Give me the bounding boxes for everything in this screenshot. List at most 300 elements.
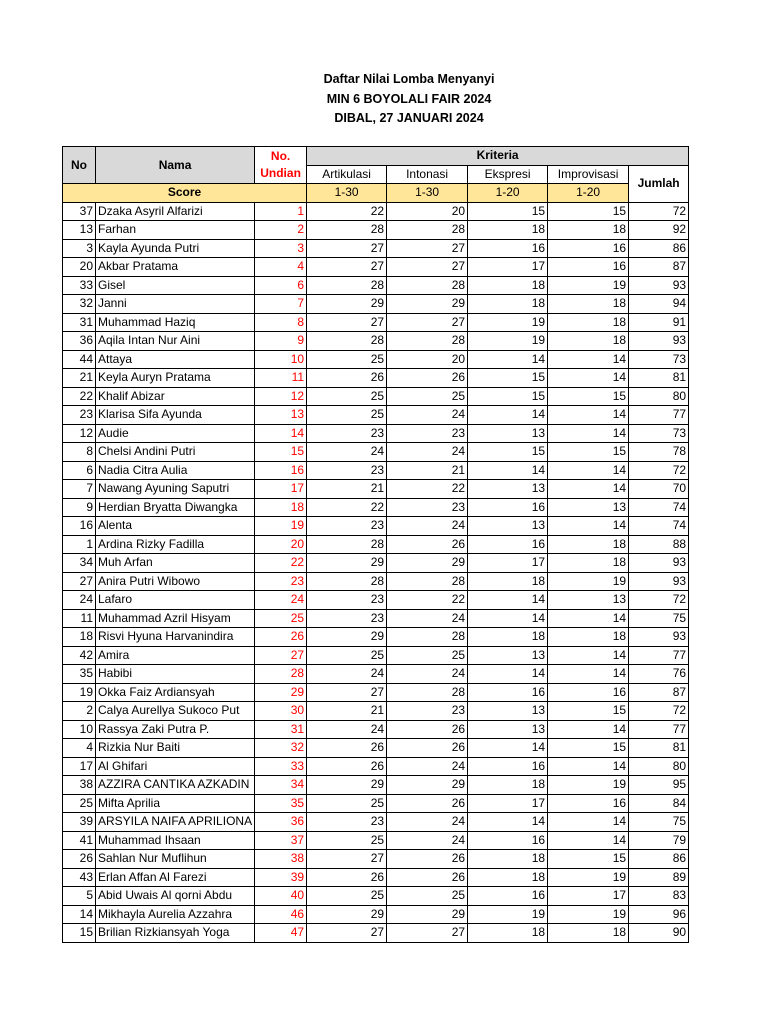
cell-improvisasi: 15 (548, 443, 629, 462)
cell-jumlah: 90 (629, 924, 689, 943)
cell-intonasi: 24 (387, 757, 468, 776)
cell-intonasi: 23 (387, 702, 468, 721)
cell-ekspresi: 15 (468, 202, 548, 221)
cell-improvisasi: 16 (548, 239, 629, 258)
cell-nama: Herdian Bryatta Diwangka (96, 498, 255, 517)
cell-undian: 9 (255, 332, 307, 351)
cell-improvisasi: 18 (548, 924, 629, 943)
cell-intonasi: 27 (387, 239, 468, 258)
cell-artikulasi: 25 (307, 887, 387, 906)
cell-no: 11 (63, 609, 96, 628)
table-row (63, 406, 689, 425)
cell-nama: Anira Putri Wibowo (96, 572, 255, 591)
cell-undian: 25 (255, 609, 307, 628)
header-undian-line2: Undian (260, 166, 301, 180)
cell-no: 22 (63, 387, 96, 406)
table-row (63, 202, 689, 221)
cell-jumlah: 88 (629, 535, 689, 554)
cell-improvisasi: 14 (548, 831, 629, 850)
cell-undian: 6 (255, 276, 307, 295)
cell-intonasi: 26 (387, 850, 468, 869)
cell-artikulasi: 25 (307, 831, 387, 850)
cell-intonasi: 29 (387, 905, 468, 924)
table-row (63, 480, 689, 499)
cell-undian: 27 (255, 646, 307, 665)
cell-jumlah: 72 (629, 702, 689, 721)
cell-nama: Nadia Citra Aulia (96, 461, 255, 480)
header-jumlah: Jumlah (629, 165, 689, 202)
table-row (63, 295, 689, 314)
cell-ekspresi: 13 (468, 424, 548, 443)
cell-improvisasi: 18 (548, 554, 629, 573)
cell-jumlah: 74 (629, 498, 689, 517)
cell-improvisasi: 18 (548, 295, 629, 314)
cell-nama: AZZIRA CANTIKA AZKADIN (96, 776, 255, 795)
header-undian-line1: No. (270, 149, 291, 163)
cell-no: 14 (63, 905, 96, 924)
cell-artikulasi: 22 (307, 498, 387, 517)
cell-improvisasi: 18 (548, 221, 629, 240)
cell-no: 27 (63, 572, 96, 591)
cell-no: 13 (63, 221, 96, 240)
cell-no: 37 (63, 202, 96, 221)
cell-artikulasi: 24 (307, 443, 387, 462)
cell-undian: 39 (255, 868, 307, 887)
cell-improvisasi: 14 (548, 665, 629, 684)
cell-ekspresi: 18 (468, 572, 548, 591)
cell-artikulasi: 27 (307, 239, 387, 258)
cell-nama: Okka Faiz Ardiansyah (96, 683, 255, 702)
cell-nama: Aqila Intan Nur Aini (96, 332, 255, 351)
cell-improvisasi: 15 (548, 739, 629, 758)
cell-artikulasi: 27 (307, 683, 387, 702)
cell-no: 23 (63, 406, 96, 425)
cell-undian: 29 (255, 683, 307, 702)
cell-undian: 40 (255, 887, 307, 906)
cell-artikulasi: 24 (307, 665, 387, 684)
header-improvisasi: Improvisasi (548, 165, 629, 184)
cell-artikulasi: 25 (307, 387, 387, 406)
table-row (63, 776, 689, 795)
table-row (63, 924, 689, 943)
title-line-1: Daftar Nilai Lomba Menyanyi (323, 72, 495, 86)
cell-no: 7 (63, 480, 96, 499)
table-row (63, 517, 689, 536)
cell-undian: 37 (255, 831, 307, 850)
header-kriteria: Kriteria (307, 147, 689, 166)
cell-undian: 19 (255, 517, 307, 536)
cell-jumlah: 77 (629, 720, 689, 739)
cell-intonasi: 24 (387, 665, 468, 684)
cell-ekspresi: 18 (468, 924, 548, 943)
cell-no: 42 (63, 646, 96, 665)
cell-ekspresi: 15 (468, 443, 548, 462)
cell-undian: 33 (255, 757, 307, 776)
cell-intonasi: 26 (387, 720, 468, 739)
cell-no: 18 (63, 628, 96, 647)
cell-undian: 24 (255, 591, 307, 610)
cell-undian: 38 (255, 850, 307, 869)
table-row (63, 850, 689, 869)
cell-undian: 34 (255, 776, 307, 795)
cell-ekspresi: 16 (468, 498, 548, 517)
cell-no: 17 (63, 757, 96, 776)
cell-ekspresi: 15 (468, 387, 548, 406)
cell-artikulasi: 22 (307, 202, 387, 221)
cell-artikulasi: 27 (307, 258, 387, 277)
cell-nama: Mikhayla Aurelia Azzahra (96, 905, 255, 924)
cell-intonasi: 28 (387, 276, 468, 295)
cell-nama: Amira (96, 646, 255, 665)
cell-improvisasi: 14 (548, 406, 629, 425)
cell-undian: 35 (255, 794, 307, 813)
cell-no: 43 (63, 868, 96, 887)
cell-nama: Kayla Ayunda Putri (96, 239, 255, 258)
table-row (63, 535, 689, 554)
cell-ekspresi: 16 (468, 757, 548, 776)
cell-ekspresi: 14 (468, 350, 548, 369)
cell-improvisasi: 14 (548, 646, 629, 665)
cell-artikulasi: 26 (307, 757, 387, 776)
cell-intonasi: 24 (387, 609, 468, 628)
cell-undian: 10 (255, 350, 307, 369)
cell-jumlah: 70 (629, 480, 689, 499)
cell-nama: Audie (96, 424, 255, 443)
range-improvisasi: 1-20 (548, 184, 629, 203)
cell-artikulasi: 28 (307, 535, 387, 554)
cell-artikulasi: 25 (307, 646, 387, 665)
cell-artikulasi: 23 (307, 461, 387, 480)
table-row (63, 868, 689, 887)
cell-improvisasi: 19 (548, 572, 629, 591)
cell-intonasi: 28 (387, 628, 468, 647)
cell-artikulasi: 21 (307, 480, 387, 499)
cell-ekspresi: 14 (468, 406, 548, 425)
header-intonasi: Intonasi (387, 165, 468, 184)
cell-ekspresi: 14 (468, 665, 548, 684)
cell-nama: Muhammad Azril Hisyam (96, 609, 255, 628)
table-row (63, 609, 689, 628)
cell-jumlah: 93 (629, 628, 689, 647)
cell-jumlah: 73 (629, 424, 689, 443)
cell-nama: Alenta (96, 517, 255, 536)
cell-ekspresi: 14 (468, 591, 548, 610)
cell-intonasi: 24 (387, 813, 468, 832)
cell-undian: 2 (255, 221, 307, 240)
cell-undian: 12 (255, 387, 307, 406)
cell-no: 6 (63, 461, 96, 480)
cell-nama: Rassya Zaki Putra P. (96, 720, 255, 739)
cell-intonasi: 29 (387, 554, 468, 573)
cell-ekspresi: 18 (468, 628, 548, 647)
cell-intonasi: 26 (387, 369, 468, 388)
cell-artikulasi: 23 (307, 517, 387, 536)
cell-artikulasi: 28 (307, 332, 387, 351)
cell-artikulasi: 21 (307, 702, 387, 721)
cell-artikulasi: 28 (307, 221, 387, 240)
cell-ekspresi: 13 (468, 720, 548, 739)
cell-improvisasi: 14 (548, 813, 629, 832)
cell-artikulasi: 27 (307, 924, 387, 943)
cell-undian: 26 (255, 628, 307, 647)
cell-nama: Al Ghifari (96, 757, 255, 776)
range-artikulasi: 1-30 (307, 184, 387, 203)
cell-jumlah: 93 (629, 332, 689, 351)
cell-undian: 16 (255, 461, 307, 480)
table-row (63, 665, 689, 684)
cell-jumlah: 95 (629, 776, 689, 795)
cell-undian: 11 (255, 369, 307, 388)
table-row (63, 683, 689, 702)
cell-jumlah: 72 (629, 591, 689, 610)
cell-jumlah: 80 (629, 757, 689, 776)
cell-undian: 36 (255, 813, 307, 832)
cell-jumlah: 81 (629, 369, 689, 388)
cell-undian: 31 (255, 720, 307, 739)
cell-nama: Nawang Ayuning Saputri (96, 480, 255, 499)
cell-improvisasi: 19 (548, 905, 629, 924)
table-row (63, 239, 689, 258)
cell-improvisasi: 14 (548, 609, 629, 628)
cell-ekspresi: 18 (468, 295, 548, 314)
cell-improvisasi: 19 (548, 776, 629, 795)
cell-ekspresi: 18 (468, 221, 548, 240)
cell-artikulasi: 26 (307, 868, 387, 887)
cell-jumlah: 77 (629, 406, 689, 425)
cell-improvisasi: 14 (548, 350, 629, 369)
cell-intonasi: 27 (387, 924, 468, 943)
cell-jumlah: 77 (629, 646, 689, 665)
cell-improvisasi: 15 (548, 850, 629, 869)
cell-ekspresi: 13 (468, 702, 548, 721)
cell-intonasi: 25 (387, 646, 468, 665)
cell-improvisasi: 14 (548, 424, 629, 443)
cell-jumlah: 78 (629, 443, 689, 462)
cell-nama: Mifta Aprilia (96, 794, 255, 813)
cell-undian: 7 (255, 295, 307, 314)
cell-jumlah: 79 (629, 831, 689, 850)
cell-intonasi: 25 (387, 887, 468, 906)
cell-intonasi: 28 (387, 572, 468, 591)
cell-intonasi: 23 (387, 424, 468, 443)
cell-artikulasi: 26 (307, 739, 387, 758)
cell-intonasi: 24 (387, 406, 468, 425)
cell-artikulasi: 29 (307, 628, 387, 647)
cell-artikulasi: 28 (307, 572, 387, 591)
cell-ekspresi: 18 (468, 776, 548, 795)
cell-nama: Keyla Auryn Pratama (96, 369, 255, 388)
cell-nama: Muhammad Ihsaan (96, 831, 255, 850)
table-row (63, 591, 689, 610)
cell-undian: 3 (255, 239, 307, 258)
cell-artikulasi: 23 (307, 609, 387, 628)
cell-no: 19 (63, 683, 96, 702)
cell-artikulasi: 25 (307, 406, 387, 425)
header-row-1 (63, 147, 689, 166)
cell-no: 21 (63, 369, 96, 388)
cell-undian: 15 (255, 443, 307, 462)
cell-intonasi: 26 (387, 794, 468, 813)
cell-intonasi: 26 (387, 739, 468, 758)
cell-artikulasi: 25 (307, 794, 387, 813)
cell-jumlah: 89 (629, 868, 689, 887)
cell-improvisasi: 14 (548, 369, 629, 388)
cell-ekspresi: 13 (468, 646, 548, 665)
cell-intonasi: 21 (387, 461, 468, 480)
cell-nama: Habibi (96, 665, 255, 684)
cell-improvisasi: 17 (548, 887, 629, 906)
cell-improvisasi: 14 (548, 720, 629, 739)
cell-no: 34 (63, 554, 96, 573)
cell-nama: Gisel (96, 276, 255, 295)
cell-no: 41 (63, 831, 96, 850)
cell-improvisasi: 14 (548, 461, 629, 480)
cell-jumlah: 93 (629, 554, 689, 573)
cell-nama: Ardina Rizky Fadilla (96, 535, 255, 554)
cell-undian: 47 (255, 924, 307, 943)
cell-no: 24 (63, 591, 96, 610)
cell-nama: Calya Aurellya Sukoco Put (96, 702, 255, 721)
header-undian (255, 147, 307, 184)
cell-intonasi: 26 (387, 868, 468, 887)
cell-no: 1 (63, 535, 96, 554)
cell-nama: Sahlan Nur Muflihun (96, 850, 255, 869)
table-row (63, 739, 689, 758)
cell-intonasi: 29 (387, 295, 468, 314)
cell-no: 9 (63, 498, 96, 517)
cell-jumlah: 84 (629, 794, 689, 813)
header-nama: Nama (96, 147, 255, 184)
title-line-3: DIBAL, 27 JANUARI 2024 (334, 111, 484, 125)
cell-undian: 13 (255, 406, 307, 425)
cell-artikulasi: 29 (307, 554, 387, 573)
cell-intonasi: 26 (387, 535, 468, 554)
cell-improvisasi: 18 (548, 313, 629, 332)
table-row (63, 424, 689, 443)
cell-intonasi: 24 (387, 517, 468, 536)
cell-jumlah: 83 (629, 887, 689, 906)
cell-nama: Janni (96, 295, 255, 314)
cell-undian: 4 (255, 258, 307, 277)
cell-undian: 1 (255, 202, 307, 221)
cell-ekspresi: 14 (468, 813, 548, 832)
cell-artikulasi: 25 (307, 350, 387, 369)
cell-jumlah: 75 (629, 609, 689, 628)
cell-improvisasi: 19 (548, 276, 629, 295)
table-row (63, 628, 689, 647)
cell-intonasi: 25 (387, 387, 468, 406)
cell-no: 39 (63, 813, 96, 832)
cell-ekspresi: 17 (468, 258, 548, 277)
table-row (63, 313, 689, 332)
cell-improvisasi: 14 (548, 517, 629, 536)
cell-undian: 28 (255, 665, 307, 684)
table-row (63, 905, 689, 924)
cell-intonasi: 22 (387, 591, 468, 610)
cell-no: 26 (63, 850, 96, 869)
cell-undian: 14 (255, 424, 307, 443)
cell-jumlah: 92 (629, 221, 689, 240)
cell-jumlah: 74 (629, 517, 689, 536)
cell-intonasi: 23 (387, 498, 468, 517)
range-ekspresi: 1-20 (468, 184, 548, 203)
cell-undian: 8 (255, 313, 307, 332)
cell-ekspresi: 16 (468, 239, 548, 258)
cell-undian: 23 (255, 572, 307, 591)
cell-undian: 17 (255, 480, 307, 499)
cell-intonasi: 28 (387, 332, 468, 351)
cell-ekspresi: 16 (468, 831, 548, 850)
cell-improvisasi: 15 (548, 387, 629, 406)
range-intonasi: 1-30 (387, 184, 468, 203)
cell-improvisasi: 19 (548, 868, 629, 887)
cell-artikulasi: 29 (307, 295, 387, 314)
cell-jumlah: 81 (629, 739, 689, 758)
cell-artikulasi: 26 (307, 369, 387, 388)
document-title (0, 70, 768, 129)
cell-intonasi: 29 (387, 776, 468, 795)
cell-jumlah: 87 (629, 258, 689, 277)
cell-no: 15 (63, 924, 96, 943)
cell-improvisasi: 14 (548, 480, 629, 499)
table-row (63, 350, 689, 369)
cell-no: 16 (63, 517, 96, 536)
table-row (63, 757, 689, 776)
table-row (63, 369, 689, 388)
cell-nama: Muh Arfan (96, 554, 255, 573)
cell-nama: Akbar Pratama (96, 258, 255, 277)
cell-artikulasi: 23 (307, 591, 387, 610)
cell-improvisasi: 13 (548, 591, 629, 610)
cell-jumlah: 80 (629, 387, 689, 406)
cell-nama: Risvi Hyuna Harvanindira (96, 628, 255, 647)
cell-ekspresi: 17 (468, 794, 548, 813)
cell-improvisasi: 13 (548, 498, 629, 517)
cell-ekspresi: 19 (468, 313, 548, 332)
table-row (63, 646, 689, 665)
table-row (63, 332, 689, 351)
table-row (63, 276, 689, 295)
cell-no: 32 (63, 295, 96, 314)
cell-no: 44 (63, 350, 96, 369)
cell-jumlah: 75 (629, 813, 689, 832)
cell-nama: ARSYILA NAIFA APRILIONA (96, 813, 255, 832)
cell-artikulasi: 29 (307, 776, 387, 795)
header-row-3 (63, 184, 689, 203)
cell-jumlah: 96 (629, 905, 689, 924)
table-row (63, 702, 689, 721)
cell-nama: Brilian Rizkiansyah Yoga (96, 924, 255, 943)
cell-artikulasi: 29 (307, 905, 387, 924)
header-no: No (63, 147, 96, 184)
cell-jumlah: 91 (629, 313, 689, 332)
table-row (63, 221, 689, 240)
cell-intonasi: 28 (387, 683, 468, 702)
cell-nama: Abid Uwais Al qorni Abdu (96, 887, 255, 906)
cell-artikulasi: 27 (307, 850, 387, 869)
cell-jumlah: 76 (629, 665, 689, 684)
table-row (63, 461, 689, 480)
cell-intonasi: 22 (387, 480, 468, 499)
cell-no: 3 (63, 239, 96, 258)
cell-jumlah: 86 (629, 850, 689, 869)
cell-improvisasi: 16 (548, 258, 629, 277)
cell-no: 2 (63, 702, 96, 721)
cell-undian: 20 (255, 535, 307, 554)
cell-ekspresi: 13 (468, 480, 548, 499)
cell-ekspresi: 13 (468, 517, 548, 536)
table-row (63, 794, 689, 813)
